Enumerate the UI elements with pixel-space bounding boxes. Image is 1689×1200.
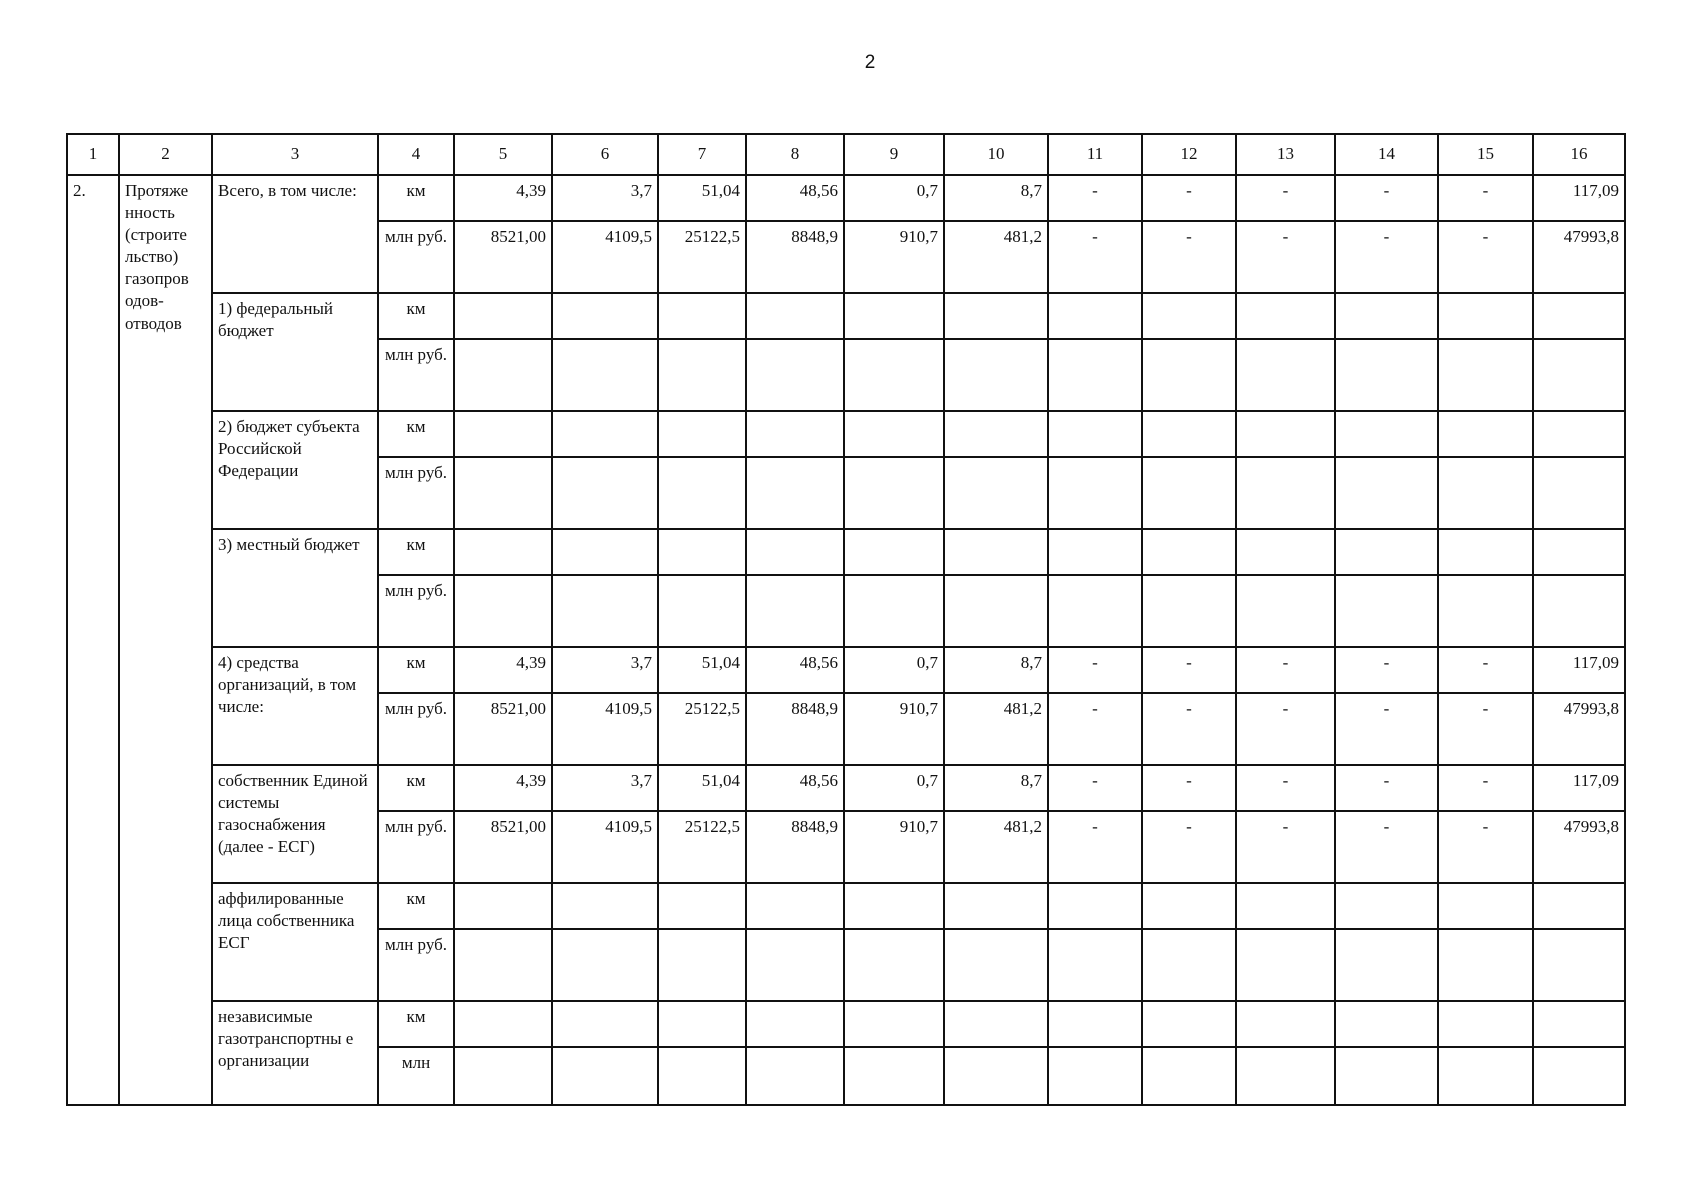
value-cell bbox=[944, 1047, 1048, 1105]
value-cell: 117,09 bbox=[1533, 175, 1625, 221]
value-cell: 8848,9 bbox=[746, 693, 844, 765]
table-row bbox=[67, 529, 1625, 575]
value-cell bbox=[844, 1001, 944, 1047]
value-cell: 481,2 bbox=[944, 221, 1048, 293]
value-cell: - bbox=[1236, 647, 1335, 693]
header-cell: 9 bbox=[844, 134, 944, 175]
value-cell: 8848,9 bbox=[746, 811, 844, 883]
value-cell bbox=[454, 929, 552, 1001]
value-cell bbox=[1533, 575, 1625, 647]
value-cell bbox=[1335, 883, 1438, 929]
value-cell bbox=[1335, 411, 1438, 457]
value-cell bbox=[1438, 339, 1533, 411]
value-cell bbox=[1236, 883, 1335, 929]
value-cell bbox=[1335, 575, 1438, 647]
unit-cell: км bbox=[378, 529, 454, 575]
value-cell bbox=[1438, 1047, 1533, 1105]
value-cell bbox=[1438, 1001, 1533, 1047]
value-cell: 47993,8 bbox=[1533, 811, 1625, 883]
value-cell: - bbox=[1236, 221, 1335, 293]
value-cell bbox=[1335, 1001, 1438, 1047]
header-cell: 5 bbox=[454, 134, 552, 175]
table-row bbox=[67, 411, 1625, 457]
value-cell bbox=[1533, 883, 1625, 929]
header-cell: 7 bbox=[658, 134, 746, 175]
value-cell: - bbox=[1048, 175, 1142, 221]
value-cell: 51,04 bbox=[658, 765, 746, 811]
value-cell bbox=[944, 529, 1048, 575]
value-cell: - bbox=[1438, 175, 1533, 221]
value-cell bbox=[454, 883, 552, 929]
value-cell: - bbox=[1335, 647, 1438, 693]
value-cell: 0,7 bbox=[844, 647, 944, 693]
table-row bbox=[67, 293, 1625, 339]
value-cell: - bbox=[1142, 221, 1236, 293]
value-cell bbox=[658, 411, 746, 457]
unit-cell: км bbox=[378, 1001, 454, 1047]
value-cell bbox=[1236, 575, 1335, 647]
value-cell bbox=[552, 929, 658, 1001]
value-cell: 4109,5 bbox=[552, 221, 658, 293]
value-cell: 8,7 bbox=[944, 175, 1048, 221]
header-cell: 11 bbox=[1048, 134, 1142, 175]
value-cell bbox=[944, 929, 1048, 1001]
value-cell bbox=[454, 575, 552, 647]
value-cell bbox=[658, 1047, 746, 1105]
value-cell bbox=[1048, 457, 1142, 529]
value-cell bbox=[746, 339, 844, 411]
value-cell bbox=[844, 929, 944, 1001]
value-cell bbox=[1533, 529, 1625, 575]
value-cell bbox=[1335, 457, 1438, 529]
value-cell bbox=[944, 411, 1048, 457]
value-cell: 25122,5 bbox=[658, 693, 746, 765]
value-cell: 25122,5 bbox=[658, 221, 746, 293]
value-cell bbox=[844, 529, 944, 575]
value-cell bbox=[1142, 339, 1236, 411]
header-cell: 14 bbox=[1335, 134, 1438, 175]
value-cell bbox=[658, 883, 746, 929]
value-cell bbox=[1142, 929, 1236, 1001]
header-cell: 12 bbox=[1142, 134, 1236, 175]
header-cell: 16 bbox=[1533, 134, 1625, 175]
value-cell: 481,2 bbox=[944, 693, 1048, 765]
value-cell bbox=[1236, 411, 1335, 457]
value-cell: - bbox=[1335, 693, 1438, 765]
value-cell bbox=[658, 293, 746, 339]
value-cell bbox=[1048, 293, 1142, 339]
value-cell: 117,09 bbox=[1533, 647, 1625, 693]
value-cell bbox=[552, 883, 658, 929]
unit-cell: млн руб. bbox=[378, 929, 454, 1001]
value-cell: 4,39 bbox=[454, 765, 552, 811]
value-cell bbox=[1142, 529, 1236, 575]
row-number-cell: 2. bbox=[67, 175, 119, 1105]
value-cell: 910,7 bbox=[844, 811, 944, 883]
value-cell: 51,04 bbox=[658, 175, 746, 221]
unit-cell: млн руб. bbox=[378, 575, 454, 647]
value-cell bbox=[1142, 457, 1236, 529]
value-cell bbox=[1048, 575, 1142, 647]
table-row bbox=[67, 175, 1625, 221]
value-cell bbox=[1236, 293, 1335, 339]
value-cell bbox=[1533, 1047, 1625, 1105]
value-cell bbox=[1438, 529, 1533, 575]
value-cell bbox=[746, 883, 844, 929]
value-cell bbox=[1048, 883, 1142, 929]
value-cell bbox=[1048, 339, 1142, 411]
value-cell: 3,7 bbox=[552, 765, 658, 811]
value-cell bbox=[658, 457, 746, 529]
funding-source-cell: 2) бюджет субъекта Российской Федерации bbox=[212, 411, 378, 529]
unit-cell: км bbox=[378, 411, 454, 457]
value-cell bbox=[1236, 529, 1335, 575]
value-cell: 47993,8 bbox=[1533, 221, 1625, 293]
value-cell bbox=[1335, 1047, 1438, 1105]
value-cell bbox=[944, 575, 1048, 647]
header-row bbox=[67, 134, 1625, 175]
value-cell: 51,04 bbox=[658, 647, 746, 693]
header-cell: 2 bbox=[119, 134, 212, 175]
value-cell: - bbox=[1236, 765, 1335, 811]
value-cell bbox=[1236, 1047, 1335, 1105]
unit-cell: км bbox=[378, 175, 454, 221]
header-cell: 13 bbox=[1236, 134, 1335, 175]
value-cell bbox=[1335, 929, 1438, 1001]
value-cell: 481,2 bbox=[944, 811, 1048, 883]
value-cell bbox=[1048, 411, 1142, 457]
value-cell: 8521,00 bbox=[454, 221, 552, 293]
value-cell bbox=[1533, 411, 1625, 457]
value-cell bbox=[454, 1001, 552, 1047]
value-cell bbox=[1142, 1001, 1236, 1047]
unit-cell: млн руб. bbox=[378, 457, 454, 529]
value-cell: 3,7 bbox=[552, 647, 658, 693]
value-cell: 8848,9 bbox=[746, 221, 844, 293]
value-cell: 4109,5 bbox=[552, 811, 658, 883]
value-cell bbox=[1236, 457, 1335, 529]
value-cell: 910,7 bbox=[844, 693, 944, 765]
value-cell bbox=[552, 529, 658, 575]
value-cell bbox=[552, 339, 658, 411]
value-cell bbox=[454, 1047, 552, 1105]
value-cell bbox=[944, 293, 1048, 339]
value-cell: - bbox=[1142, 811, 1236, 883]
value-cell bbox=[552, 411, 658, 457]
header-cell: 3 bbox=[212, 134, 378, 175]
value-cell: 8,7 bbox=[944, 647, 1048, 693]
value-cell bbox=[1335, 339, 1438, 411]
value-cell bbox=[552, 1047, 658, 1105]
funding-source-cell: независимые газотранспортны е организации bbox=[212, 1001, 378, 1105]
value-cell bbox=[552, 293, 658, 339]
value-cell bbox=[1335, 529, 1438, 575]
value-cell: - bbox=[1048, 693, 1142, 765]
value-cell: - bbox=[1335, 221, 1438, 293]
value-cell bbox=[658, 529, 746, 575]
value-cell bbox=[1142, 293, 1236, 339]
value-cell bbox=[844, 575, 944, 647]
value-cell: 910,7 bbox=[844, 221, 944, 293]
value-cell bbox=[944, 457, 1048, 529]
value-cell bbox=[658, 929, 746, 1001]
value-cell bbox=[1533, 457, 1625, 529]
value-cell bbox=[1236, 929, 1335, 1001]
value-cell bbox=[746, 929, 844, 1001]
header-cell: 8 bbox=[746, 134, 844, 175]
value-cell bbox=[746, 1001, 844, 1047]
value-cell bbox=[844, 1047, 944, 1105]
value-cell bbox=[1142, 883, 1236, 929]
value-cell bbox=[1438, 929, 1533, 1001]
value-cell: 0,7 bbox=[844, 765, 944, 811]
funding-source-cell: 4) средства организаций, в том числе: bbox=[212, 647, 378, 765]
value-cell: 4,39 bbox=[454, 647, 552, 693]
value-cell bbox=[1142, 575, 1236, 647]
unit-cell: км bbox=[378, 765, 454, 811]
unit-cell: км bbox=[378, 647, 454, 693]
value-cell bbox=[1438, 411, 1533, 457]
page-number: 2 bbox=[864, 52, 876, 73]
value-cell bbox=[552, 1001, 658, 1047]
value-cell bbox=[844, 411, 944, 457]
value-cell bbox=[454, 411, 552, 457]
value-cell: - bbox=[1142, 647, 1236, 693]
value-cell bbox=[746, 575, 844, 647]
value-cell: 47993,8 bbox=[1533, 693, 1625, 765]
value-cell: - bbox=[1335, 811, 1438, 883]
value-cell bbox=[1438, 457, 1533, 529]
value-cell: - bbox=[1438, 221, 1533, 293]
value-cell bbox=[1533, 293, 1625, 339]
header-cell: 1 bbox=[67, 134, 119, 175]
value-cell bbox=[1335, 293, 1438, 339]
value-cell bbox=[1236, 339, 1335, 411]
unit-cell: млн bbox=[378, 1047, 454, 1105]
value-cell bbox=[454, 529, 552, 575]
value-cell: 25122,5 bbox=[658, 811, 746, 883]
unit-cell: км bbox=[378, 883, 454, 929]
value-cell: - bbox=[1236, 175, 1335, 221]
value-cell: - bbox=[1438, 765, 1533, 811]
value-cell bbox=[1142, 411, 1236, 457]
value-cell: - bbox=[1048, 765, 1142, 811]
value-cell: - bbox=[1438, 647, 1533, 693]
header-cell: 15 bbox=[1438, 134, 1533, 175]
value-cell bbox=[1048, 1047, 1142, 1105]
funding-source-cell: 3) местный бюджет bbox=[212, 529, 378, 647]
value-cell bbox=[454, 293, 552, 339]
pipeline-table bbox=[66, 133, 1626, 1106]
value-cell: - bbox=[1142, 175, 1236, 221]
value-cell bbox=[844, 883, 944, 929]
value-cell bbox=[1533, 929, 1625, 1001]
value-cell: - bbox=[1335, 175, 1438, 221]
value-cell bbox=[1533, 1001, 1625, 1047]
value-cell: - bbox=[1048, 647, 1142, 693]
value-cell bbox=[1438, 883, 1533, 929]
value-cell bbox=[1048, 1001, 1142, 1047]
value-cell bbox=[746, 411, 844, 457]
value-cell: 0,7 bbox=[844, 175, 944, 221]
table-row bbox=[67, 1001, 1625, 1047]
indicator-cell: Протяже нность (строите льство) газопров одов-отводов bbox=[119, 175, 212, 1105]
unit-cell: млн руб. bbox=[378, 811, 454, 883]
value-cell: 117,09 bbox=[1533, 765, 1625, 811]
funding-source-cell: собственник Единой системы газоснабжения (далее - ЕСГ) bbox=[212, 765, 378, 883]
value-cell: 8521,00 bbox=[454, 811, 552, 883]
value-cell bbox=[746, 457, 844, 529]
unit-cell: млн руб. bbox=[378, 339, 454, 411]
value-cell bbox=[1438, 575, 1533, 647]
value-cell bbox=[1533, 339, 1625, 411]
value-cell bbox=[1438, 293, 1533, 339]
value-cell bbox=[944, 1001, 1048, 1047]
unit-cell: млн руб. bbox=[378, 221, 454, 293]
table-body bbox=[67, 134, 1625, 1105]
header-cell: 4 bbox=[378, 134, 454, 175]
value-cell bbox=[746, 1047, 844, 1105]
value-cell bbox=[1048, 529, 1142, 575]
value-cell bbox=[746, 293, 844, 339]
value-cell: - bbox=[1048, 221, 1142, 293]
header-cell: 10 bbox=[944, 134, 1048, 175]
value-cell: 4109,5 bbox=[552, 693, 658, 765]
value-cell: - bbox=[1438, 693, 1533, 765]
funding-source-cell: Всего, в том числе: bbox=[212, 175, 378, 293]
value-cell: 3,7 bbox=[552, 175, 658, 221]
unit-cell: км bbox=[378, 293, 454, 339]
value-cell bbox=[552, 575, 658, 647]
header-cell: 6 bbox=[552, 134, 658, 175]
value-cell: 48,56 bbox=[746, 647, 844, 693]
value-cell bbox=[1048, 929, 1142, 1001]
funding-source-cell: аффилированные лица собственника ЕСГ bbox=[212, 883, 378, 1001]
funding-source-cell: 1) федеральный бюджет bbox=[212, 293, 378, 411]
value-cell bbox=[944, 339, 1048, 411]
value-cell: 48,56 bbox=[746, 175, 844, 221]
value-cell: - bbox=[1236, 811, 1335, 883]
unit-cell: млн руб. bbox=[378, 693, 454, 765]
value-cell: - bbox=[1335, 765, 1438, 811]
value-cell: 4,39 bbox=[454, 175, 552, 221]
value-cell: - bbox=[1142, 765, 1236, 811]
value-cell bbox=[746, 529, 844, 575]
value-cell bbox=[552, 457, 658, 529]
value-cell bbox=[454, 339, 552, 411]
value-cell bbox=[658, 1001, 746, 1047]
value-cell bbox=[1236, 1001, 1335, 1047]
value-cell bbox=[658, 339, 746, 411]
table-row bbox=[67, 765, 1625, 811]
value-cell: - bbox=[1048, 811, 1142, 883]
value-cell bbox=[844, 339, 944, 411]
value-cell bbox=[1142, 1047, 1236, 1105]
table-row bbox=[67, 647, 1625, 693]
value-cell bbox=[658, 575, 746, 647]
value-cell bbox=[944, 883, 1048, 929]
value-cell bbox=[844, 457, 944, 529]
value-cell: - bbox=[1142, 693, 1236, 765]
value-cell: 8,7 bbox=[944, 765, 1048, 811]
value-cell bbox=[844, 293, 944, 339]
value-cell: - bbox=[1236, 693, 1335, 765]
value-cell: - bbox=[1438, 811, 1533, 883]
value-cell bbox=[454, 457, 552, 529]
value-cell: 8521,00 bbox=[454, 693, 552, 765]
table-row bbox=[67, 883, 1625, 929]
value-cell: 48,56 bbox=[746, 765, 844, 811]
